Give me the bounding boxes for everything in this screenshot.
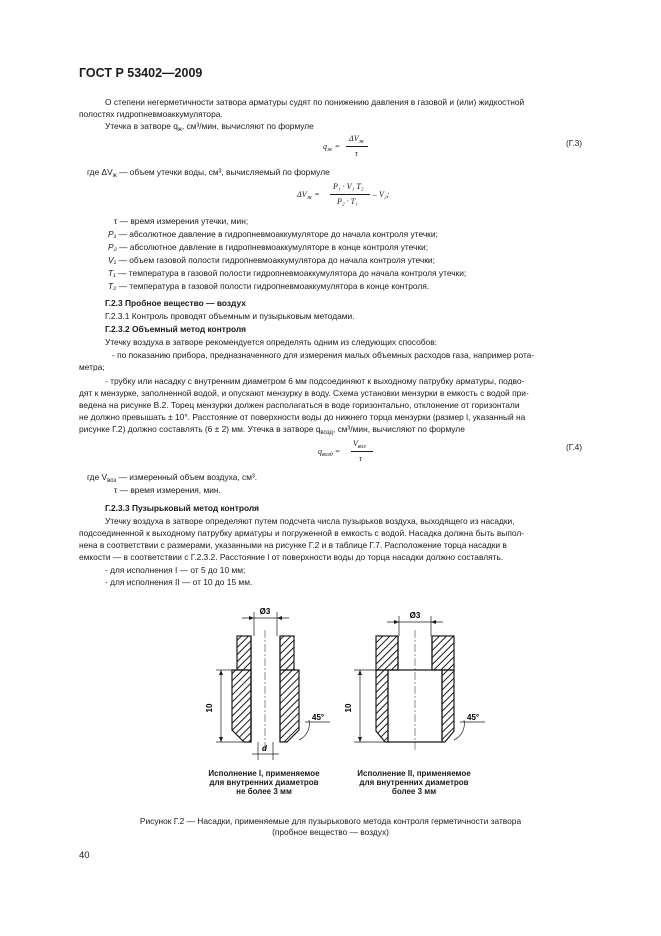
definition-tau: τ — время измерения утечки, мин;	[114, 216, 249, 226]
definition-tau-2: τ — время измерения, мин.	[114, 485, 221, 495]
dim-angle-1: 45°	[312, 713, 325, 722]
definition-v1: V₁ — объем газовой полости гидропневмоаккумулятора до начала контроля утечки;	[108, 255, 435, 265]
paragraph-line: емкости — в соответствии с Г.2.3.2. Расстояние l от поверхности воды до торца насадки должно составлять.	[79, 552, 504, 562]
paragraph-line: подсоединенной к выходному патрубку арматуры и погруженной в емкость с водой. Насадка должна быть выпол-	[79, 528, 525, 538]
paragraph-line: Утечку воздуха в затворе определяют путем подсчета числа пузырьков воздуха, выходящего из насадки,	[105, 516, 515, 526]
formula-g4-denominator: τ	[359, 454, 362, 463]
formula-dv-numerator: P₁ · V₁ T₂	[333, 182, 364, 191]
paragraph-line: О степени негерметичности затвора арматуры судят по понижению давления в газовой и (или) жидкостной	[105, 97, 525, 107]
dim-bore-1: d	[262, 744, 267, 753]
section-heading-g233: Г.2.3.3 Пузырьковый метод контроля	[105, 503, 260, 513]
formula-g4-numerator: $V_{воз}$	[353, 439, 366, 450]
paragraph-line: нена в соответствии с размерами, указанными на рисунке Г.2 и в таблице Г.7. Расположение торца насадки в	[79, 540, 507, 550]
paragraph-leak-formula-intro: Утечка в затворе $q_ж$, см³/мин, вычисляют по формуле	[105, 121, 314, 133]
definition-p2: P₂ — абсолютное давление в гидропневмоаккумуляторе в конце контроля утечки;	[108, 242, 429, 252]
figure-caption: Рисунок Г.2 — Насадки, применяемые для пузырькового метода контроля герметичности затвора (пробное вещество — воздух)	[139, 816, 522, 837]
formula-g3-denominator: τ	[355, 149, 358, 158]
section-g231: Г.2.3.1 Контроль проводят объемным и пузырьковым методами.	[105, 311, 355, 321]
document-code: ГОСТ Р 53402—2009	[79, 66, 203, 80]
section-heading-g232: Г.2.3.2 Объемный метод контроля	[105, 324, 247, 334]
formula-g3-lhs: $q_ж$ =	[323, 142, 340, 153]
figure-label-execution-2: Исполнение II, применяемое для внутренних диаметров более 3 мм	[357, 769, 471, 796]
definition-t2: T₂ — температура в газовой полости гидропневмоаккумулятора в конце контроля.	[108, 281, 430, 291]
paragraph-line: полостях гидропневмоаккумулятора.	[79, 109, 223, 119]
figure-label-execution-1: Исполнение I, применяемое для внутренних диаметров не более 3 мм	[208, 769, 320, 796]
paragraph-line: Утечку воздуха в затворе рекомендуется определять одним из следующих способов:	[105, 337, 437, 347]
page-number: 40	[79, 850, 90, 861]
paragraph-where-dv: где $\Delta V_ж$ — объем утечки воды, см³, вычисляемый по формуле	[87, 167, 330, 179]
dim-diameter-2: Ø3	[409, 611, 421, 620]
list-item: - для исполнения I — от 5 до 10 мм;	[105, 565, 246, 575]
list-item: - для исполнения II — от 10 до 15 мм.	[105, 577, 253, 587]
paragraph-line: - по показанию прибора, предназначенного для измерения малых объемных расходов газа, например рота-	[112, 350, 535, 360]
nozzle-execution-2	[354, 616, 485, 752]
paragraph-line: ведена на рисунке В.2. Торец мензурки должен располагаться в воде горизонтально, отклонение от горизонтали	[79, 400, 520, 410]
section-heading-g23: Г.2.3 Пробное вещество — воздух	[105, 298, 246, 308]
paragraph-line: дят к мензурке, заполненной водой, и опускают мензурку в воду. Схема установки мензурки в емкость с водой при-	[79, 388, 529, 398]
paragraph-where-v: где $V_{воз}$ — измеренный объем воздуха, см³.	[87, 472, 258, 484]
definition-p1: P₁ — абсолютное давление в гидропневмоаккумуляторе до начала контроля утечки;	[108, 229, 438, 239]
nozzle-execution-1	[216, 612, 330, 760]
paragraph-line: рисунке Г.2) должно составлять (6 ± 2) мм. Утечка в затворе $q_{возд}$, см³/мин, вычисляют по формуле	[79, 424, 465, 436]
dim-length-2: 10	[344, 703, 353, 713]
dim-diameter-1: Ø3	[259, 607, 271, 616]
paragraph-line: не должно превышать ± 10°. Расстояние от поверхности воды до нижнего торца мензурки (размер l, указанный на	[79, 412, 526, 422]
definition-t1: T₁ — температура в газовой полости гидропневмоаккумулятора до начала контроля утечки;	[108, 268, 467, 278]
formula-dv-denominator: P₂ · T₁	[337, 197, 358, 206]
formula-g3-numerator: $\Delta V_ж$	[349, 134, 365, 145]
dim-length-1: 10	[205, 703, 214, 713]
dim-angle-2: 45°	[467, 713, 480, 722]
formula-dv-lhs: $\Delta V_ж$ =	[297, 190, 320, 201]
formula-g4-lhs: $q_{возд}$ =	[318, 447, 341, 458]
paragraph-line: - трубку или насадку с внутренним диаметром 6 мм подсоединяют к выходному патрубку арматуры, подво-	[105, 376, 525, 386]
formula-g4-number: (Г.4)	[566, 442, 583, 452]
formula-dv-tail: – V₂;	[373, 190, 390, 199]
paragraph-line: метра;	[79, 362, 105, 372]
formula-g3-number: (Г.3)	[566, 138, 583, 148]
